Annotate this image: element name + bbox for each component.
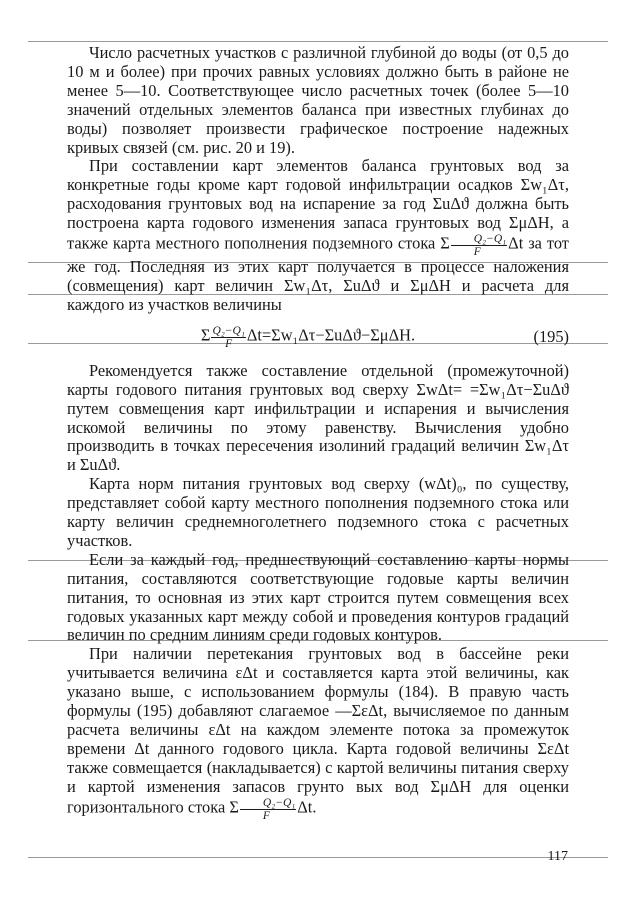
paragraph-6-part-b-post: Δt. xyxy=(297,797,317,817)
fraction-2-numerator: Q₂−Q₁ xyxy=(240,797,296,810)
equation-fraction-denominator: F xyxy=(225,337,233,350)
fraction-2-denominator: F xyxy=(262,809,270,822)
page-body xyxy=(67,44,569,822)
paragraph-2-part-b: Σw₁Δτ, расходования грунтовых вод на испарение за год ΣuΔϑ xyxy=(67,175,569,214)
fraction-numerator: Q₂−Q₁ xyxy=(451,233,507,246)
paragraph-2 xyxy=(67,157,569,314)
paragraph-3: Рекомендуется также составление отдельной (промежуточной) карты годового питания грунтовых вод сверху ΣwΔt= =Σw₁Δτ−ΣuΔϑ путем совмещения карт инфильтрации и испарения и вычисления искомой величины по этому равенству. Вычисления удобно производить в точках пересечения изолиний градаций величин Σw₁Δτ и ΣuΔϑ. xyxy=(67,360,569,475)
paragraph-1: Число расчетных участков с различной глубиной до воды (от 0,5 до 10 м и более) при прочих равных условиях должно быть в районе не менее 5—10. Соответствующее число расчетных точек (более 5—10 значений отдельных элементов баланса при известных глубинах до воды) позволяет произвести графическое построение надежных кривых связей (см. рис. 20 и 19). xyxy=(67,43,569,157)
scan-line-bottom xyxy=(28,857,608,858)
fraction-denominator: F xyxy=(473,246,481,259)
paragraph-2-part-d-post: Δt за тот же год. Последняя из этих карт получается в процессе наложения (совмещения) карт величин Σw₁Δτ, ΣuΔϑ и ΣμΔH и расчета для каждого из участков величины xyxy=(67,233,569,314)
paragraph-2-part-a: При составлении карт элементов баланса грунтовых вод за конкретные годы кроме карт годовой инфильтрации осадков xyxy=(67,156,569,195)
equation-fraction-numerator: Q₂−Q₁ xyxy=(212,324,245,337)
paragraph-5: Если за каждый год, предшествующий составлению карты нормы питания, составляются соответствующие годовые карты величин питания, то основная из этих карт строится путем совмещения всех годовых указанных карт между собой и проведения контуров градаций величин по средним линиям среди годовых контуров. xyxy=(67,549,569,645)
paragraph-2-part-d-pre: подземного стока Σ xyxy=(312,233,450,253)
inline-fraction-1 xyxy=(451,233,507,258)
equation-body xyxy=(67,325,509,350)
paragraph-2-part-c: должна быть построена карта годового изменения запаса грунтовых вод ΣμΔH, а также карта местного пополнения xyxy=(67,194,569,253)
inline-fraction-2 xyxy=(240,797,296,822)
paragraph-4: Карта норм питания грунтовых вод сверху (wΔt)₀, по существу, представляет собой карту местного пополнения подземного стока или карту величин среднемноголетнего подземного стока с расчетных участков. xyxy=(67,474,569,550)
equation-sum: Σ xyxy=(200,325,211,345)
paragraph-6-part-a: При наличии перетекания грунтовых вод в бассейне реки учитывается величина εΔt и составляется карта этой величины, как указано выше, с использованием формулы (184). В правую часть формулы (195) добавляют слагаемое —ΣεΔt, вычисляемое по данным расчета величины εΔt на каждом элементе потока за промежуток времени Δt данного годового цикла. Карта годовой величины ΣεΔt также совмещается (накладывается) с картой величины питания сверху и картой изменения запасов грунто xyxy=(67,644,569,796)
scan-line-top xyxy=(28,41,608,42)
equation-number: (195) xyxy=(533,326,569,346)
paragraph-6 xyxy=(67,645,569,821)
page-number: 117 xyxy=(547,849,568,864)
equation-fraction xyxy=(211,325,245,350)
equation-rhs: Δt=Σw₁Δτ−ΣuΔϑ−ΣμΔH. xyxy=(246,325,416,345)
equation-195 xyxy=(67,325,569,350)
paragraph-6-part-b-pre: вых вод ΣμΔH для оценки горизонтального стока Σ xyxy=(67,776,569,817)
